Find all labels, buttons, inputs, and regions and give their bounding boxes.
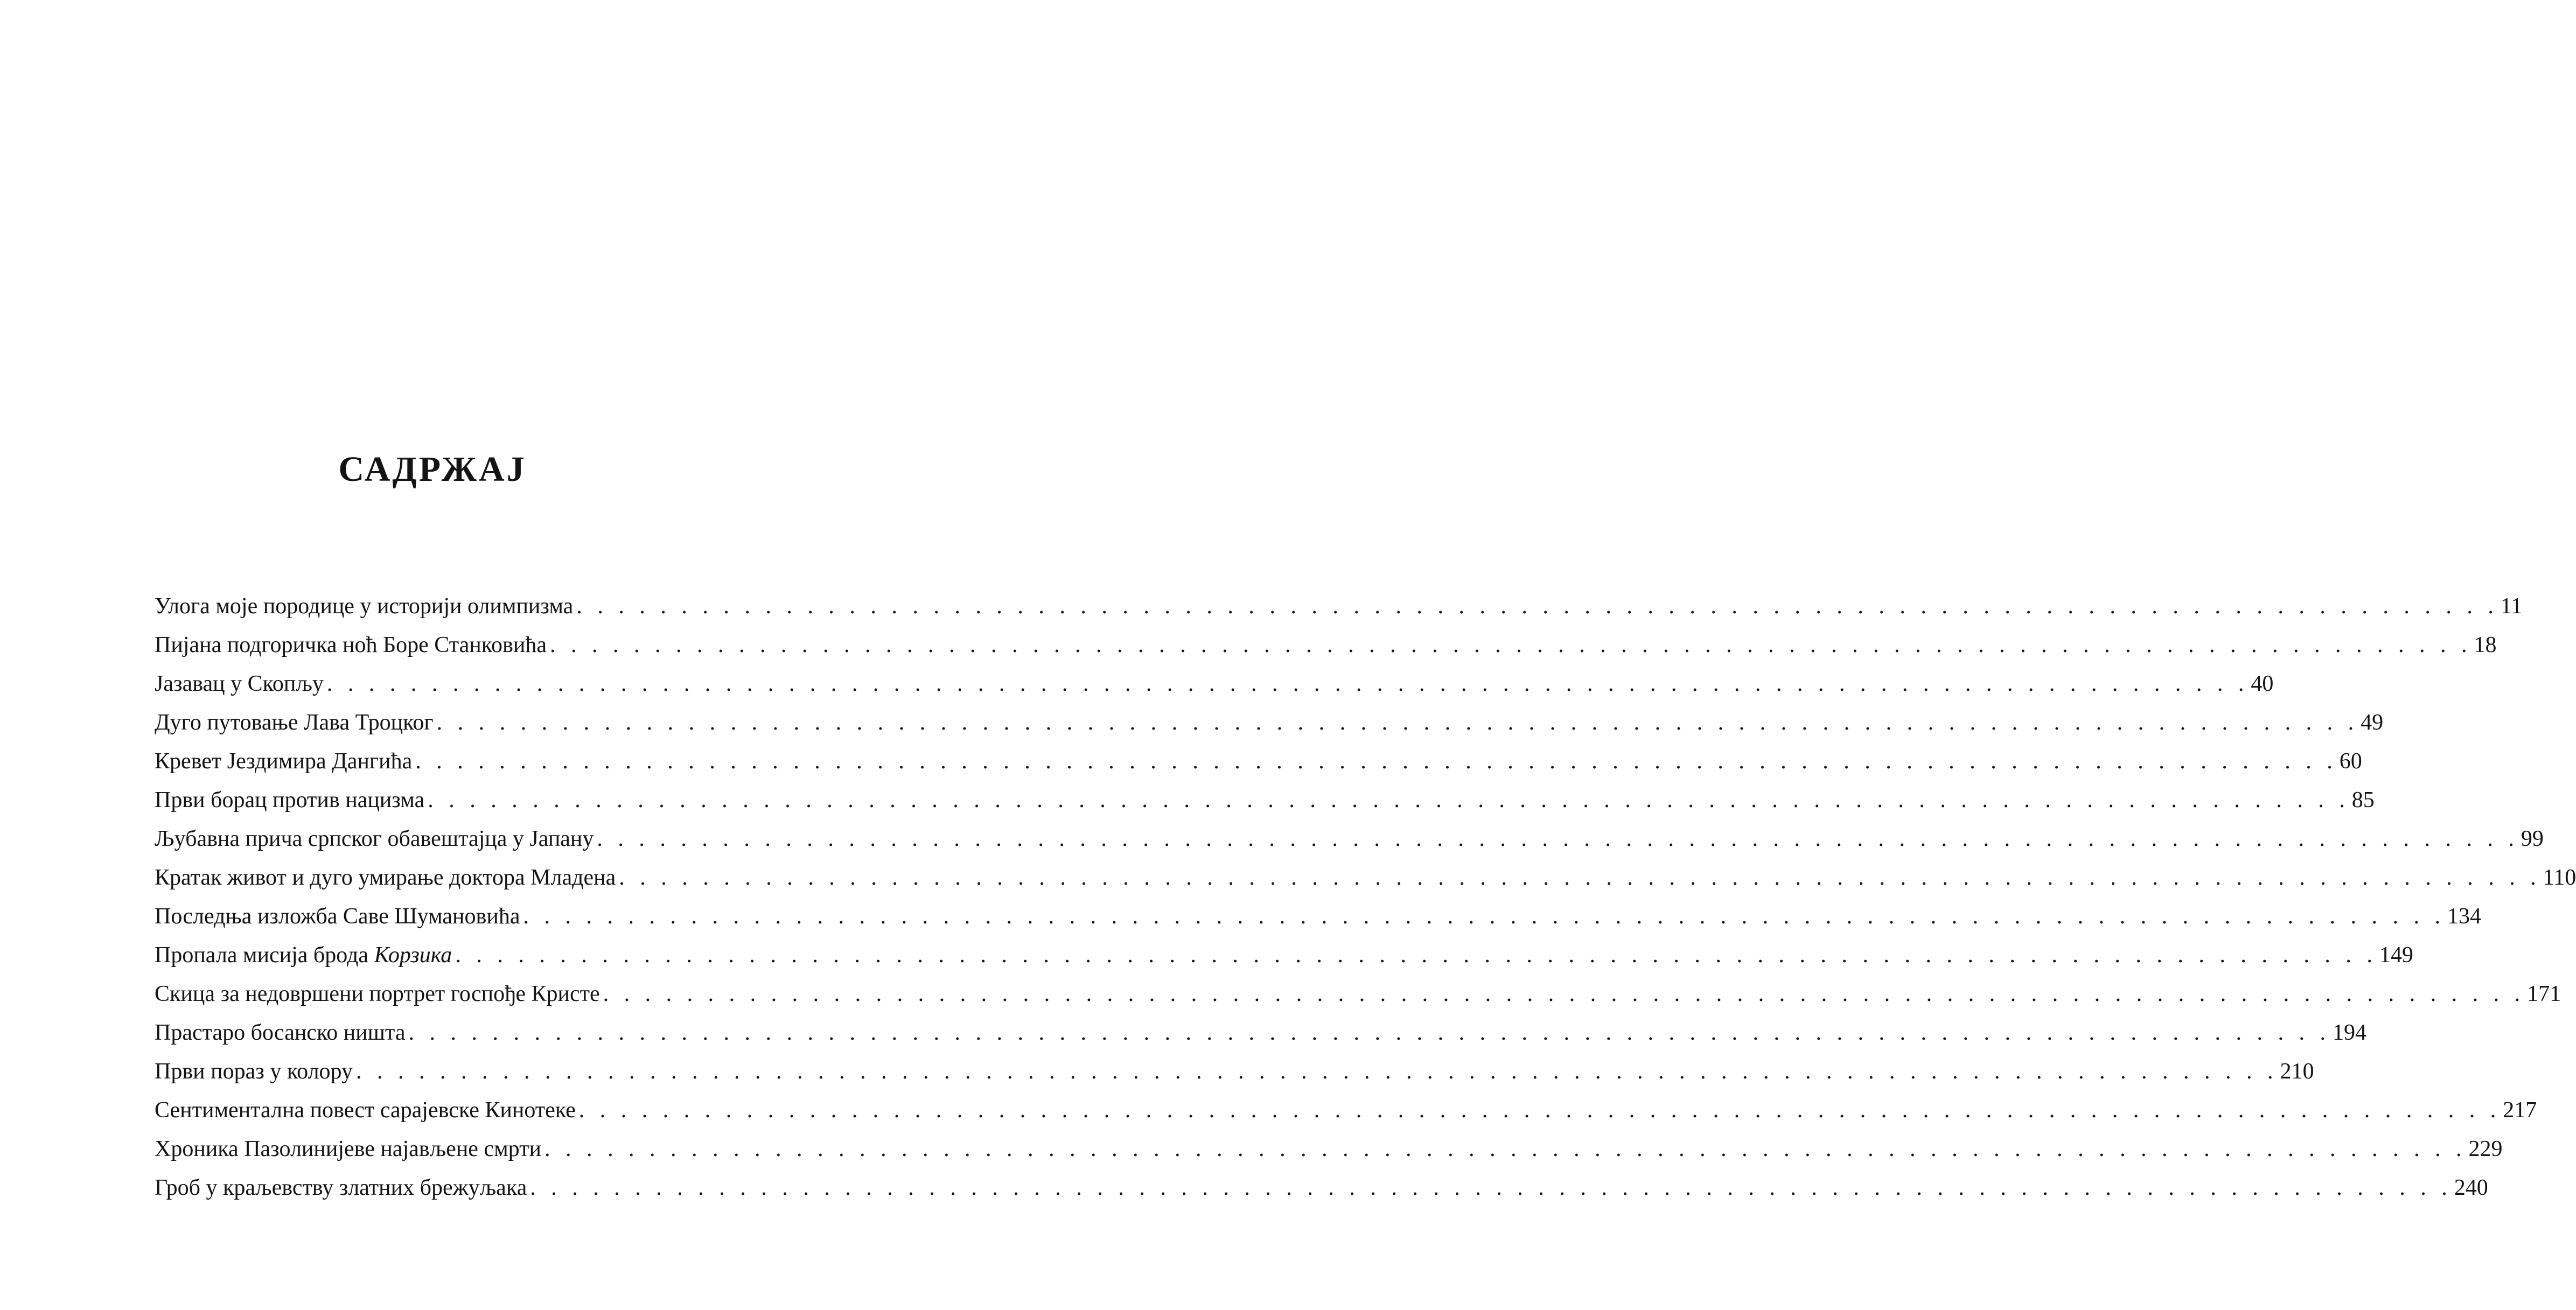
toc-page-number: 18	[2474, 633, 2497, 657]
toc-entry	[155, 1091, 2537, 1130]
toc-entry	[155, 1013, 2367, 1052]
toc-entry	[155, 703, 2384, 742]
toc-dot-leader: . . . . . . . . . . . . . . . . . . . . . . . . . . . . . . . . . . . . . . . . . . . . . . . . . . . . . . . . . . . . . . . . . . . . . . . . . . . . . . . . . . . . . . . . . . . .	[530, 1175, 2452, 1200]
toc-dot-leader: . . . . . . . . . . . . . . . . . . . . . . . . . . . . . . . . . . . . . . . . . . . . . . . . . . . . . . . . . . . . . . . . . . . . . . . . . . . . . . . . . . . . . . . . . . . .	[549, 633, 2472, 657]
toc-entry-title: Скица за недовршени портрет госпође Кристе	[155, 982, 600, 1006]
toc-entry-title-text: Пропала мисија брода	[155, 943, 374, 968]
toc-entry-title	[155, 936, 452, 975]
toc-dot-leader: . . . . . . . . . . . . . . . . . . . . . . . . . . . . . . . . . . . . . . . . . . . . . . . . . . . . . . . . . . . . . . . . . . . . . . . . . . . . . . . . . . . . . . . . . . . .	[523, 904, 2445, 929]
toc-dot-leader: . . . . . . . . . . . . . . . . . . . . . . . . . . . . . . . . . . . . . . . . . . . . . . . . . . . . . . . . . . . . . . . . . . . . . . . . . . . . . . . . . . . . . . . . . . . .	[436, 710, 2359, 735]
toc-page-number: 49	[2361, 710, 2384, 735]
toc-entry-title: Први борац против нацизма	[155, 788, 425, 812]
toc-entry-title: Гроб у краљевству златних брежуљака	[155, 1175, 527, 1200]
page-title: САДРЖАЈ	[338, 450, 527, 489]
table-of-contents	[155, 587, 2576, 1207]
toc-page-number: 194	[2333, 1020, 2367, 1045]
toc-entry	[155, 897, 2481, 936]
toc-page-number: 171	[2527, 982, 2561, 1006]
toc-entry-title: Улога моје породице у историји олимпизма	[155, 594, 574, 619]
toc-dot-leader: . . . . . . . . . . . . . . . . . . . . . . . . . . . . . . . . . . . . . . . . . . . . . . . . . . . . . . . . . . . . . . . . . . . . . . . . . . . . . . . . . . . . . . . . . . . .	[408, 1020, 2331, 1045]
toc-entry-title: Први пораз у колору	[155, 1059, 353, 1084]
toc-entry	[155, 664, 2274, 703]
toc-entry-title: Прастаро босанско ништа	[155, 1020, 406, 1045]
toc-entry	[155, 858, 2576, 897]
toc-dot-leader: . . . . . . . . . . . . . . . . . . . . . . . . . . . . . . . . . . . . . . . . . . . . . . . . . . . . . . . . . . . . . . . . . . . . . . . . . . . . . . . . . . . . . . . . . . . .	[603, 982, 2525, 1006]
toc-entry	[155, 1130, 2503, 1168]
toc-entry-title-ship-name: Корзика	[374, 943, 452, 968]
toc-entry-title: Кревет Јездимира Дангића	[155, 749, 413, 774]
toc-dot-leader: . . . . . . . . . . . . . . . . . . . . . . . . . . . . . . . . . . . . . . . . . . . . . . . . . . . . . . . . . . . . . . . . . . . . . . . . . . . . . . . . . . . . . . . . . . . .	[619, 865, 2541, 890]
toc-entry	[155, 587, 2523, 626]
toc-page-number: 240	[2454, 1175, 2488, 1200]
toc-dot-leader: . . . . . . . . . . . . . . . . . . . . . . . . . . . . . . . . . . . . . . . . . . . . . . . . . . . . . . . . . . . . . . . . . . . . . . . . . . . . . . . . . . . . . . . . . . . .	[544, 1137, 2467, 1161]
toc-entry-title: Љубавна прича српског обавештајца у Јапану	[155, 826, 594, 851]
toc-page-number: 40	[2251, 671, 2274, 696]
toc-entry	[155, 819, 2544, 858]
toc-entry-title: Сентиментална повест сарајевске Кинотеке	[155, 1098, 576, 1123]
toc-entry-title: Хроника Пазолинијеве најављене смрти	[155, 1137, 541, 1161]
toc-entry-title: Кратак живот и дуго умирање доктора Младена	[155, 865, 616, 890]
toc-dot-leader: . . . . . . . . . . . . . . . . . . . . . . . . . . . . . . . . . . . . . . . . . . . . . . . . . . . . . . . . . . . . . . . . . . . . . . . . . . . . . . . . . . . . . . . . . . . .	[428, 788, 2350, 812]
toc-page-number: 99	[2521, 826, 2544, 851]
toc-page-number: 210	[2280, 1059, 2314, 1084]
toc-entry	[155, 1168, 2488, 1207]
toc-page-number: 60	[2339, 749, 2362, 774]
toc-dot-leader: . . . . . . . . . . . . . . . . . . . . . . . . . . . . . . . . . . . . . . . . . . . . . . . . . . . . . . . . . . . . . . . . . . . . . . . . . . . . . . . . . . . . . . . . . . . .	[415, 749, 2337, 774]
toc-entry	[155, 975, 2561, 1013]
toc-page-number: 149	[2379, 943, 2413, 968]
toc-page-number: 134	[2447, 904, 2481, 929]
toc-page-number: 110	[2543, 865, 2576, 890]
toc-entry	[155, 936, 2413, 975]
toc-dot-leader: . . . . . . . . . . . . . . . . . . . . . . . . . . . . . . . . . . . . . . . . . . . . . . . . . . . . . . . . . . . . . . . . . . . . . . . . . . . . . . . . . . . . . . . . . . . .	[597, 826, 2519, 851]
toc-dot-leader: . . . . . . . . . . . . . . . . . . . . . . . . . . . . . . . . . . . . . . . . . . . . . . . . . . . . . . . . . . . . . . . . . . . . . . . . . . . . . . . . . . . . . . . . . . . .	[455, 943, 2377, 968]
toc-page-number: 11	[2500, 594, 2523, 619]
toc-dot-leader: . . . . . . . . . . . . . . . . . . . . . . . . . . . . . . . . . . . . . . . . . . . . . . . . . . . . . . . . . . . . . . . . . . . . . . . . . . . . . . . . . . . . . . . . . . . .	[578, 1098, 2501, 1123]
toc-dot-leader: . . . . . . . . . . . . . . . . . . . . . . . . . . . . . . . . . . . . . . . . . . . . . . . . . . . . . . . . . . . . . . . . . . . . . . . . . . . . . . . . . . . . . . . . . . . .	[326, 671, 2249, 696]
toc-page-number: 85	[2351, 788, 2375, 812]
toc-entry	[155, 1052, 2314, 1091]
toc-entry-title: Дуго путовање Лава Троцког	[155, 710, 434, 735]
toc-entry-title: Јазавац у Скопљу	[155, 671, 324, 696]
toc-dot-leader: . . . . . . . . . . . . . . . . . . . . . . . . . . . . . . . . . . . . . . . . . . . . . . . . . . . . . . . . . . . . . . . . . . . . . . . . . . . . . . . . . . . . . . . . . . . .	[355, 1059, 2278, 1084]
toc-page-number: 217	[2503, 1098, 2537, 1123]
toc-entry	[155, 742, 2362, 781]
toc-entry	[155, 626, 2497, 664]
toc-page-number: 229	[2468, 1137, 2503, 1161]
toc-dot-leader: . . . . . . . . . . . . . . . . . . . . . . . . . . . . . . . . . . . . . . . . . . . . . . . . . . . . . . . . . . . . . . . . . . . . . . . . . . . . . . . . . . . . . . . . . . . .	[576, 594, 2498, 619]
toc-entry	[155, 781, 2375, 819]
toc-entry-title: Последња изложба Саве Шумановића	[155, 904, 520, 929]
toc-entry-title: Пијана подгоричка ноћ Боре Станковића	[155, 633, 547, 657]
